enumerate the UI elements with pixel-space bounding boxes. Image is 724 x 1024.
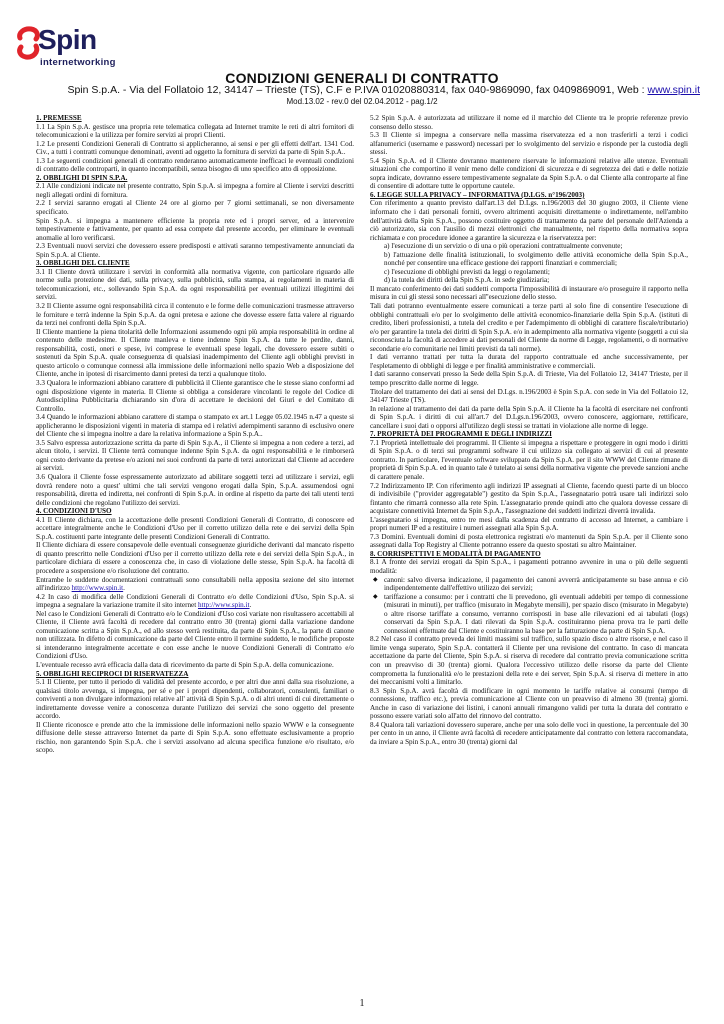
paragraph: Entrambe le suddette documentazioni contrattuali sono consultabili nella apposita sezione del sito internet all'indirizzo http://www.spin.it. [36, 575, 354, 593]
list-item: d) la tutela dei diritti della Spin S.p.A. in sede giudiziaria; [384, 276, 550, 285]
paragraph: 3.1 Il Cliente dovrà utilizzare i servizi in conformità alla normativa vigente, con particolare riguardo alle norme sulla protezione dei dati, sulla privacy, sulla pubblicità, sulla stampa, ai regolamenti in materia di telecomunicazioni, etc., sollevando Spin S.p.A. da ogni responsabilità per eventuali utilizzi illegittimi dei servizi. [36, 267, 354, 302]
paragraph: 3.2 Il Cliente assume ogni responsabilità circa il contenuto e le forme delle comunicazioni trasmesse attraverso le forniture e terrà indenne la Spin S.p.A. da ogni pretesa e azione che dovesse essere fatta valere al riguardo da terzi nei confronti della Spin S.p.A. [36, 302, 354, 328]
left-column [36, 114, 354, 755]
paragraph: I dati verranno trattati per tutta la durata del rapporto contrattuale ed anche successivamente, per l'espletamento di obblighi di legge e per finalità amministrative e commerciali. [370, 353, 688, 370]
list-item: c) l'esecuzione di obblighi previsti da leggi o regolamenti; [384, 267, 550, 276]
company-info [10, 84, 724, 96]
paragraph: Il Cliente dichiara di essere consapevole delle eventuali conseguenze giuridiche derivanti dal mancato rispetto di quanto prescritto nelle Condizioni d'Uso per il corretto utilizzo della rete e dei servizi della Spin S.p.A., in particolare dichiara di essere a conoscenza che, in caso di violazione delle stesse, Spin S.p.A. ha facoltà di procedere a sospensione e/o risoluzione del contratto. [36, 541, 354, 575]
right-column [370, 114, 688, 746]
paragraph: 3.5 Salvo espressa autorizzazione scritta da parte di Spin S.p.A., il Cliente si impegna a non cedere a terzi, ad alcun titolo, i servizi. Il Cliente terrà comunque indenne Spin S.p.A. da ogni responsabilità e le rimborserà ogni costo derivante da pretese e/o azioni nei suoi confronti da parte di terzi autorizzati dal Cliente ad accedere ai servizi. [36, 438, 354, 473]
paragraph: 1.1 La Spin S.p.A. gestisce una propria rete telematica collegata ad Internet tramite le reti di altri fornitori di telecomunicazioni e la utilizza per fornire servizi ai propri Clienti. [36, 122, 354, 140]
section-heading: 7. PROPRIETÀ DEI PROGRAMMI E DEGLI INDIRIZZI [370, 430, 552, 439]
paragraph: L'eventuale recesso avrà efficacia dalla data di ricevimento da parte di Spin S.p.A. della comunicazione. [36, 661, 334, 669]
paragraph: Nel caso le Condizioni Generali di Contratto e/o le Condizioni d'Uso così variate non risultassero accettabili al Cliente, il Cliente avrà facoltà di recedere dal contratto entro 30 (trenta) giorni dalla variazione dandone comunicazione scritta a Spin S.p.A., ed allo stesso verrà restituita, da parte di Spin S.p.A., la parte di canone non utilizzata. In difetto di comunicazione da parte del Cliente entro il termine suddetto, le modifiche proposte si intenderanno integralmente accettate e con esse anche le nuove Condizioni Generali di Contratto e/o Condizioni d'Uso. [36, 609, 354, 661]
section-heading: 8. CORRISPETTIVI E MODALITÀ DI PAGAMENTO [370, 549, 541, 558]
paragraph: 3.3 Qualora le informazioni abbiano carattere di pubblicità il Cliente garantisce che le stesse siano conformi ad ogni disposizione vigente in materia. Il Cliente si obbliga a considerare vincolanti le regole del Codice di Autodisciplina Pubblicitaria dichiarando sin d'ora di accettare le decisioni del Giurì e del Comitato di Controllo. [36, 378, 354, 413]
section-heading: 6. LEGGE SULLA PRIVACY – INFORMATIVA (D.LGS. n°196/2003) [370, 190, 585, 199]
paragraph: Tali dati potranno eventualmente essere comunicati a terze parti al solo fine di consentire l'esecuzione di obblighi contrattuali e/o per lo svolgimento delle attività economico-finanziarie della Spin S.p.A. (istituti di credito, liberi professionisti, a tutela del credito e per l'adempimento di obblighi di carattere fiscale/tributario) e/o per garantire la tutela dei diritti di Spin S.p.A. e/o in adempimento alla normativa vigente (soggetti a cui sia riconosciuta la facoltà di accedere ai dati personali del Cliente da norme di Legge, regolamenti, o di normative secondarie e/o comunitarie nei limiti previsti da tali norme). [370, 302, 688, 353]
paragraph: 1.2 Le presenti Condizioni Generali di Contratto si applicheranno, ai sensi e per gli effetti dell'art. 1341 Cod. Civ., a tutti i contratti comunque denominati, aventi ad oggetto la fornitura di servizi da parte di Spin S.p.A.. [36, 139, 354, 157]
logo-wordmark: Spin [38, 24, 97, 55]
paragraph: 7.1 Proprietà intellettuale dei programmi. Il Cliente si impegna a rispettare e proteggere in ogni modo i diritti di Spin S.p.A. o di terzi sui programmi software il cui utilizzo sia collegato ai servizi di cui al presente contratto. In particolare, l'eventuale software sviluppato da Spin S.p.A. per il sito WWW del Cliente rimane di proprietà di Spin S.p.A. ed in quanto tale è tutelato ai sensi della normativa vigente che prevede sanzioni anche di carattere penale. [370, 438, 688, 481]
paragraph-text: Entrambe le suddette documentazioni contrattuali sono consultabili nella apposita sezione del sito internet all'indirizzo [36, 575, 354, 593]
company-line: Spin S.p.A. - Via del Follatoio 12, 34147 – Trieste (TS), C.F e P.IVA 01020880314, fax 040-9869090, fax 0409869091, Web : [67, 84, 645, 96]
paragraph: Titolare del trattamento dei dati ai sensi del D.Lgs. n.196/2003 è Spin S.p.A. con sede in Via del Follatoio 12, 34147 Trieste (TS). [370, 387, 688, 405]
paragraph: I dati saranno conservati presso la Sede della Spin S.p.A. di Trieste, Via del Follatoio 12, 34147 Trieste, per il tempo prescritto dalle norme di legge. [370, 370, 688, 387]
document-title: CONDIZIONI GENERALI DI CONTRATTO [225, 70, 499, 86]
paragraph-text: 4.2 In caso di modifica delle Condizioni Generali di Contratto e/o delle Condizioni d'Uso, Spin S.p.A. si impegna a segnalare la variazione tramite il sito internet [36, 592, 354, 610]
paragraph: In relazione al trattamento dei dati da parte della Spin S.p.A. il Cliente ha la facoltà di esercitare nei confronti di Spin S.p.A. i diritti di cui all'art.7 del D.Lgs.n.196/2003, ovvero conoscere, aggiornare, rettificare, cancellare i suoi dati o opporsi all'utilizzo degli stessi se trattati in violazione alle norme di legge. [370, 404, 688, 430]
paragraph: Spin S.p.A. si impegna a mantenere efficiente la propria rete ed i propri server, ed a intervenire tempestivamente e fattivamente, per quanto ad essa compete dal presente accordo, per eliminare le eventuali anomalie al loro verificarsi. [36, 216, 354, 242]
paragraph: Il mancato conferimento dei dati suddetti comporta l'impossibilità di instaurare e/o proseguire il rapporto nella misura in cui gli stessi sono necessari all''esecuzione dello stesso. [370, 284, 688, 302]
logo-tagline: internetworking [40, 57, 116, 68]
paragraph: L'assegnatario si impegna, entro tre mesi dalla scadenza del contratto di accesso ad Internet, a cambiare i propri numeri IP ed a restituire i numeri assegnati alla Spin S.p.A. [370, 515, 688, 533]
paragraph: 3.4 Quando le informazioni abbiano carattere di stampa o stampato ex art.1 Legge 05.02.1945 n.47 a queste si applicheranno le disposizioni vigenti in materia di stampa ed i relativi adempimenti saranno di esclusivo onere del Cliente che si impegna inoltre a dare la relativa informazione a Spin S.p.A.. [36, 413, 354, 439]
paragraph: 3.6 Qualora il Cliente fosse espressamente autorizzato ad abilitare soggetti terzi ad utilizzare i servizi, egli dovrà rendere noto a quest' ultimi che tali servizi vengono erogati dalla Spin, S.p.A. assumendosi ogni responsabilità, diretta ed indiretta, nei confronti di Spin S.p.A. in ordine al rispetto da parte dei tali utenti terzi delle condizioni che regolano l'utilizzo dei servizi. [36, 472, 354, 507]
paragraph: 8.2 Nel caso il contratto preveda dei limiti massimi sul traffico, sullo spazio disco o altre risorse, e nel caso il limite venga superato, Spin S.p.A. contatterà il Cliente per una revisione del contratto. In caso di mancata accettazione da parte del Cliente, Spin S.p.A. si riserva di recedere dal contratto previa comunicazione scritta con un preavviso di 30 (trenta) giorni. Qualora l'eccessivo utilizzo delle risorse da parte del Cliente comprometta la funzionalità e/o le prestazioni della rete e dei server, Spin S.p.A. si riserva di mettere in atto dei meccanismi volti a limitarlo. [370, 635, 688, 687]
paragraph: 5.2 Spin S.p.A. è autorizzata ad utilizzare il nome ed il marchio del Cliente tra le proprie referenze previo consenso dello stesso. [370, 114, 688, 131]
paragraph: 7.2 Indirizzamento IP. Con riferimento agli indirizzi IP assegnati al Cliente, facendo questi parte di un blocco di indivisibile ("provider aggregatable") gestito da Spin S.p.A., l'assegnatario potrà usare tali indirizzi solo fintanto che rimarrà connesso alla rete Spin. L'assegnatario prende quindi atto che qualora dovesse cessare di acquistare connettività Internet da Spin S.p.A., l'assegnazione dei suddetti indirizzi diverrà invalida. [370, 481, 688, 516]
paragraph: Il Cliente riconosce e prende atto che la immissione delle informazioni nello spazio WWW e la conseguente diffusione delle stesse attraverso Internet da parte di Spin S.p.A. sono effettuate esclusivamente a proprio rischio, non garantendo Spin S.p.A. che i servizi assolvano ad alcuna specifica funzione e/o risultato, e/o scopo. [36, 720, 354, 755]
payment-modes-list [370, 576, 688, 636]
list-item: a) l'esecuzione di un servizio o di una o più operazioni contrattualmente convenute; [384, 242, 623, 251]
paragraph: 5.3 Il Cliente si impegna a conservare nella massima riservatezza ed a non trasferirli a terzi i codici alfanumerici (username e password) necessari per lo svolgimento del servizio e risponde per la custodia degli stessi. [370, 131, 688, 157]
paragraph: 2.1 Alle condizioni indicate nel presente contratto, Spin S.p.A. si impegna a fornire al Cliente i servizi descritti negli allegati ordini di fornitura. [36, 182, 354, 199]
section-heading: 2. OBBLIGHI DI SPIN S.P.A. [36, 173, 128, 182]
section-heading: 1. PREMESSE [36, 114, 82, 122]
paragraph: 5.4 Spin S.p.A. ed il Cliente dovranno mantenere riservate le informazioni relative alle utenze. Eventuali situazioni che comportino il venir meno delle condizioni di sicurezza e di segretezza dei dati e delle notizie sopra indicate, dovranno essere tempestivamente segnalate da Spin S.p.A. o dal Cliente alla controparte al fine di consentire di adottare tutte le opportune cautele. [370, 156, 688, 191]
section-heading: 5. OBBLIGHI RECIPROCI DI RISERVATEZZA [36, 669, 189, 678]
spin-logo [16, 22, 136, 68]
list-item: ◆ tariffazione a consumo: per i contratti che li prevedono, gli eventuali addebiti per tempo di connessione (misurati in minuti), per traffico (misurato in Megabyte mensili), per spazio disco (misurato in Megabyte) o altre risorse tariffate a consumo, verranno corrisposti in base alle rilevazioni ed ai tabulati (logs) conservati da Spin S.p.A. I dati rilevati da Spin S.p.A. costituiranno piena prova tra le parti delle connessioni effettuate dal Cliente e costituiranno la base per la fatturazione da parte di Spin S.p.A. [384, 593, 688, 636]
list-item: ◆ canoni: salvo diversa indicazione, il pagamento dei canoni avverrà anticipatamente su base annua e ciò indipendentemente dall'effettivo utilizzo dei servizi; [384, 576, 688, 593]
paragraph: 8.4 Qualora tali variazioni dovessero superare, anche per una solo delle voci in questione, la percentuale del 30 per cento in un anno, il Cliente avrà facoltà di recedere anticipatamente dal contratto con lettera raccomandata, da inviare a Spin S.p.A., entro 30 (trenta) giorni dal [370, 720, 688, 746]
paragraph: 5.1 Il Cliente, per tutto il periodo di validità del presente accordo, e per altri due anni dalla sua risoluzione, a qualsiasi titolo avvenga, si impegna, per sé e per i propri dipendenti, collaboratori, consulenti, familiari o conviventi a non divulgare informazioni relative all' attività di Spin S.p.A. o di altri utenti di cui direttamente o indirettamente dovesse venire a conoscenza durante l'utilizzo dei servizi che sono oggetto del presente accordo. [36, 678, 354, 721]
privacy-purposes-list [370, 242, 688, 285]
paragraph: 8.3 Spin S.p.A. avrà facoltà di modificare in ogni momento le tariffe relative ai consumi (tempo di connessione, traffico etc.), previa comunicazione al Cliente con un preavviso di almeno 30 (trenta) giorni. Anche in caso di variazione dei listini, i canoni annuali rimangono validi per tutta la durata del contratto e possono essere variati solo all'atto del rinnovo del contratto. [370, 686, 688, 721]
paragraph: 7.3 Domini. Eventuali domini di posta elettronica registrati e/o mantenuti da Spin S.p.A. per il Cliente sono assegnati dalla Top Registry al Cliente potranno essere da questo spostati su altro Maintainer. [370, 532, 688, 550]
paragraph: 1.3 Le seguenti condizioni generali di contratto renderanno automaticamente inefficaci le eventuali condizioni di contratto delle controparti, in quanto incompatibili, senza bisogno di uno specifico atto di opposizione. [36, 156, 354, 174]
paragraph: 2.3 Eventuali nuovi servizi che dovessero essere predisposti e attivati saranno tempestivamente annunciati da Spin S.p.A. al Cliente. [36, 242, 354, 259]
website-link[interactable]: www.spin.it [647, 84, 700, 96]
paragraph: Il Cliente mantiene la piena titolarità delle Informazioni assumendo ogni più ampia responsabilità in ordine al contenuto delle medesime. Il Cliente manleva e tiene indenne Spin S.p.A. da tutte le perdite, danni, responsabilità, costi, oneri e spese, ivi comprese le eventuali spese legali, che dovessero essere subìti o sostenuti da Spin S.p.A. quale conseguenza di qualsiasi inadempimento del Cliente agli obblighi previsti in questo articolo o comunque connessi alla immissione delle informazioni nello spazio Web a disposizione del Cliente, anche in ipotesi di risarcimento danni pretesi da terzi a qualunque titolo. [36, 327, 354, 379]
paragraph: Con riferimento a quanto previsto dall'art.13 del D.Lgs. n.196/2003 del 30 giugno 2003, il Cliente viene informato che i dati personali forniti, ovvero altrimenti acquisiti direttamente o indirettamente, nell'ambito dell'attività della Spin S.p.A., possono costituire oggetto di trattamento da parte del personale dell'Azienda a ciò autorizzato, sia con l'ausilio di mezzi elettronici che manualmente, nel rispetto della normativa sopra richiamata e con procedure idonee a garantire la sicurezza e la riservatezza per: [370, 199, 688, 242]
list-item: b) l'attuazione delle finalità istituzionali, lo svolgimento delle attività economiche della Spin S.p.A., nonché per consentire una efficace gestione dei rapporti finanziari e commerciali; [384, 250, 688, 268]
paragraph: 4.2 In caso di modifica delle Condizioni Generali di Contratto e/o delle Condizioni d'Uso, Spin S.p.A. si impegna a segnalare la variazione tramite il sito internet http://www.spin.it. [36, 592, 354, 610]
section-heading: 4. CONDIZIONI D'USO [36, 507, 112, 516]
site-link[interactable]: http://www.spin.it [71, 584, 124, 593]
page-number: 1 [359, 998, 365, 1009]
paragraph: 2.2 I servizi saranno erogati al Cliente 24 ore al giorno per 7 giorni settimanali, se non diversamente specificato. [36, 199, 354, 217]
paragraph: 4.1 Il Cliente dichiara, con la accettazione delle presenti Condizioni Generali di Contratto, di conoscere ed accettare integralmente anche le Condizioni d'Uso per il corretto utilizzo della rete e dei servizi della Spin S.p.A. costituenti parte integrante delle presenti Condizioni Generali di Contratto. [36, 515, 354, 541]
section-heading: 3. OBBLIGHI DEL CLIENTE [36, 259, 130, 268]
paragraph: 8.1 A fronte dei servizi erogati da Spin S.p.A., i pagamenti potranno avvenire in una o più delle seguenti modalità: [370, 558, 688, 575]
document-revision: Mod.13.02 - rev.0 del 02.04.2012 - pag.1/2 [286, 97, 438, 106]
site-link[interactable]: http://www.spin.it [198, 601, 250, 610]
